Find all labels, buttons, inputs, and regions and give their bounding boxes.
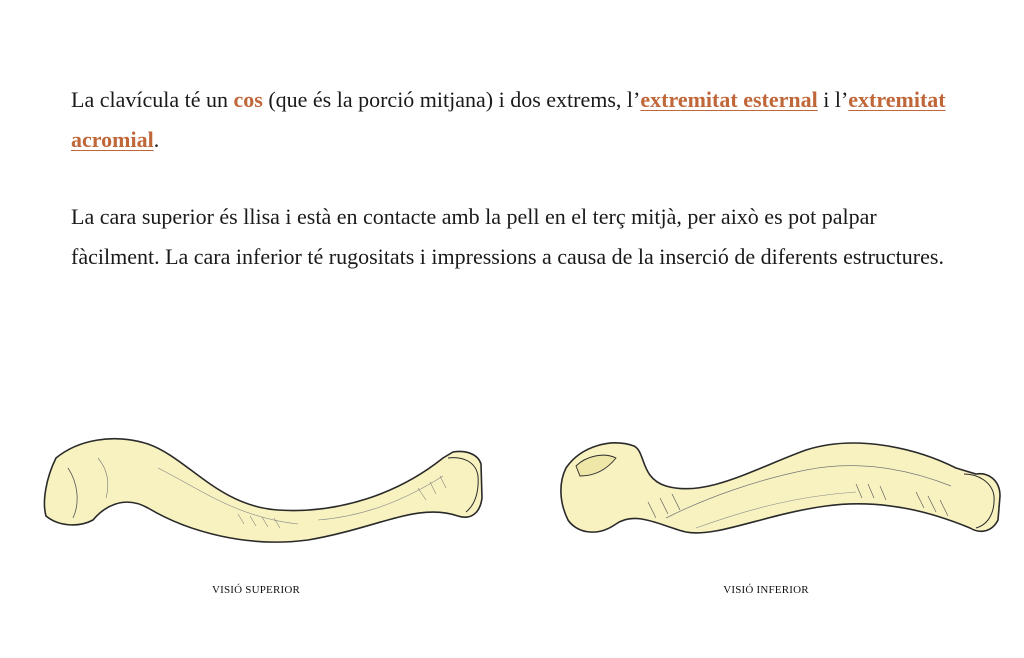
clavicle-superior-illustration [38, 428, 488, 553]
text-segment: (que és la porció mitjana) i dos extrems, l’ [262, 87, 641, 112]
caption-inferior-view: VISIÓ INFERIOR [723, 584, 809, 596]
article-body [71, 80, 961, 277]
caption-superior-view: VISIÓ SUPERIOR [211, 584, 301, 596]
clavicle-inferior-illustration [556, 428, 1006, 553]
term-cos: cos [233, 87, 263, 112]
text-segment: i l’ [817, 87, 849, 112]
clavicle-superior-figure [38, 428, 488, 553]
text-segment: La clavícula té un [71, 87, 234, 112]
link-extremitat-esternal[interactable]: extremitat esternal [640, 87, 818, 112]
clavicle-inferior-figure [556, 428, 1006, 553]
link-extremitat-acromial[interactable]: extremitat acromial [71, 87, 946, 152]
paragraph-faces: La cara superior és llisa i està en contacte amb la pell en el terç mitjà, per això es pot palpar fàcilment. La cara inferior té rugositats i impressions a causa de la inserció de diferents estructures. [71, 204, 944, 269]
paragraph-intro [71, 80, 961, 160]
text-segment: . [153, 127, 160, 152]
